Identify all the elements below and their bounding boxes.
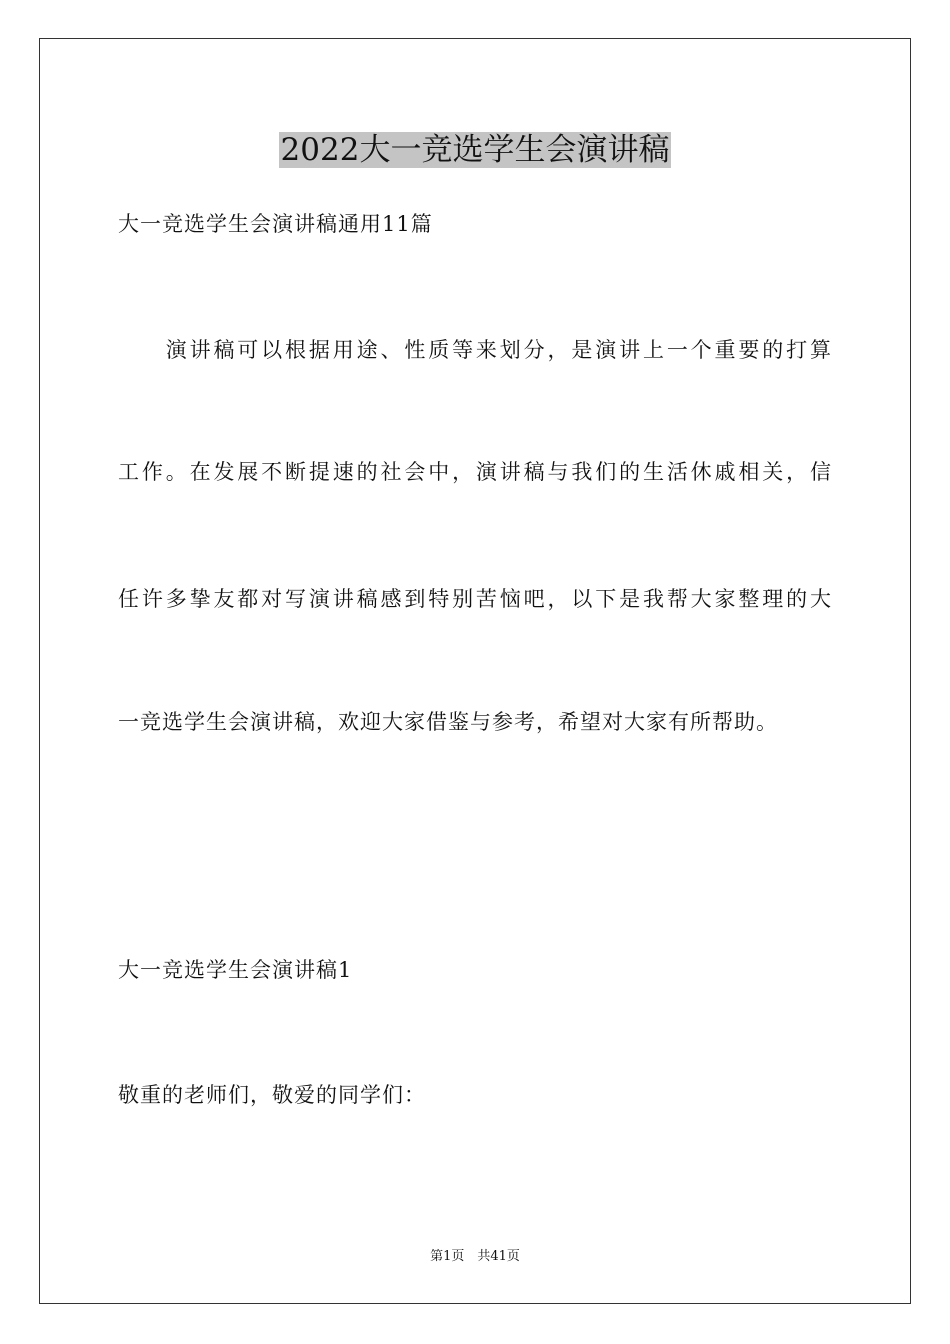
- intro-line-2: 工作。在发展不断提速的社会中，演讲稿与我们的生活休戚相关，信: [118, 460, 832, 484]
- page-footer: 第1页 共41页: [430, 1249, 520, 1264]
- intro-line-4: 一竞选学生会演讲稿，欢迎大家借鉴与参考，希望对大家有所帮助。: [118, 710, 778, 734]
- document-subtitle: 大一竞选学生会演讲稿通用11篇: [118, 212, 433, 236]
- document-title-text: 2022大一竞选学生会演讲稿: [280, 132, 670, 168]
- section-heading: 大一竞选学生会演讲稿1: [118, 958, 353, 982]
- intro-line-3: 任许多挚友都对写演讲稿感到特别苦恼吧，以下是我帮大家整理的大: [118, 587, 832, 611]
- salutation: 敬重的老师们，敬爱的同学们：: [118, 1083, 426, 1107]
- document-title: [0, 128, 950, 172]
- intro-line-1: 演讲稿可以根据用途、性质等来划分，是演讲上一个重要的打算: [118, 338, 832, 362]
